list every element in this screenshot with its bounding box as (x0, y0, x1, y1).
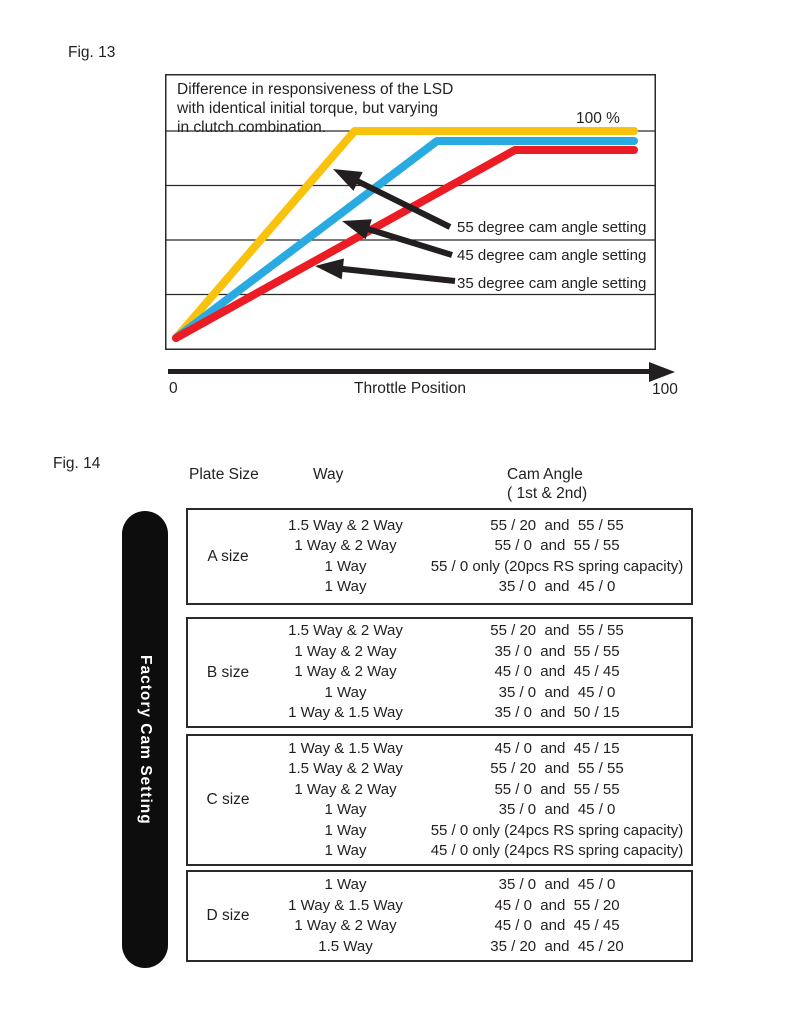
way-cell: 1.5 Way & 2 Way (288, 622, 403, 640)
settings-rows (268, 872, 691, 960)
header-cam-angle: Cam Angle (507, 466, 583, 483)
plate-size-label: D size (206, 907, 250, 924)
plate-size-label: C size (206, 791, 250, 808)
way-cell: 1 Way & 2 Way (294, 663, 397, 681)
cam-angle-cell: 35 / 0 and 45 / 0 (498, 683, 616, 701)
way-cell: 1.5 Way & 2 Way (288, 516, 403, 534)
cam-angle-cell: 45 / 0 and 45 / 45 (494, 917, 620, 934)
settings-rows (268, 736, 691, 864)
setting-row (268, 642, 691, 663)
plate-size-label: B size (206, 663, 250, 681)
chart-title (177, 80, 453, 137)
setting-row (268, 896, 691, 917)
cam-angle-cell: 55 / 20 and 55 / 55 (490, 622, 624, 640)
cam-angle-cell: 55 / 0 only (24pcs RS spring capacity) (430, 821, 684, 839)
axis-min-label: 0 (169, 380, 178, 397)
setting-row (268, 937, 691, 958)
setting-row (268, 739, 691, 760)
settings-rows (268, 619, 691, 726)
cam-angle-cell: 55 / 0 and 55 / 55 (494, 780, 620, 798)
setting-row (268, 683, 691, 704)
callout-arrow-shaft (361, 227, 452, 255)
cam-angle-cell: 35 / 20 and 45 / 20 (490, 937, 624, 955)
cam-angle-cell: 55 / 0 and 55 / 55 (494, 537, 620, 554)
way-cell: 1 Way (324, 683, 367, 701)
axis-title: Throttle Position (354, 380, 466, 397)
way-cell: 1 Way (324, 821, 367, 839)
way-cell: 1 Way & 2 Way (294, 780, 397, 798)
chart-title-line1: Difference in responsiveness of the LSD (177, 81, 454, 98)
cam-angle-cell: 35 / 0 and 50 / 15 (494, 704, 620, 722)
way-cell: 1 Way & 2 Way (294, 917, 397, 934)
axis-max-label: 100 (652, 381, 678, 398)
way-cell: 1 Way & 2 Way (294, 537, 397, 554)
plate-size-label: A size (207, 547, 249, 565)
way-cell: 1 Way & 1.5 Way (288, 739, 403, 757)
plate-size-section-b (186, 617, 693, 728)
way-cell: 1 Way (324, 801, 367, 818)
way-cell: 1 Way (324, 557, 367, 575)
setting-row (268, 841, 691, 862)
way-cell: 1 Way (324, 842, 367, 859)
fig13-caption: Fig. 13 (68, 44, 116, 61)
hundred-percent-label: 100 % (576, 110, 620, 127)
fig14-caption: Fig. 14 (53, 455, 101, 472)
settings-rows (268, 510, 691, 603)
plate-size-section-a (186, 508, 693, 605)
factory-cam-setting-pill (122, 511, 168, 968)
cam-setting-table (186, 508, 693, 962)
cam-angle-cell: 35 / 0 and 45 / 0 (498, 876, 616, 893)
setting-row (268, 557, 691, 578)
annotation-label-55deg: 55 degree cam angle setting (457, 219, 647, 236)
setting-row (268, 759, 691, 780)
setting-row (268, 780, 691, 801)
chart-title-line2: with identical initial torque, but varying (177, 100, 439, 117)
factory-cam-setting-label: Factory Cam Setting (137, 654, 154, 825)
setting-row (268, 536, 691, 557)
series-line-35deg (176, 150, 634, 338)
cam-angle-cell: 55 / 20 and 55 / 55 (490, 516, 624, 534)
setting-row (268, 821, 691, 842)
way-cell: 1.5 Way & 2 Way (288, 760, 403, 777)
annotation-label-35deg: 35 degree cam angle setting (457, 275, 647, 292)
cam-angle-cell: 45 / 0 only (24pcs RS spring capacity) (430, 842, 684, 859)
plate-size-section-c (186, 734, 693, 866)
setting-row (268, 916, 691, 937)
header-plate-size: Plate Size (189, 466, 259, 483)
setting-row (268, 875, 691, 896)
cam-angle-cell: 55 / 20 and 55 / 55 (490, 760, 624, 777)
way-cell: 1 Way (324, 876, 367, 893)
way-cell: 1 Way & 1.5 Way (288, 896, 403, 914)
annotation-label-45deg: 45 degree cam angle setting (457, 247, 647, 264)
setting-row (268, 800, 691, 821)
setting-row (268, 703, 691, 724)
cam-angle-cell: 45 / 0 and 45 / 15 (494, 739, 620, 757)
chart-title-line3: in clutch combination. (177, 119, 327, 136)
plate-size-section-d (186, 870, 693, 962)
cam-angle-cell: 35 / 0 and 45 / 0 (498, 801, 616, 818)
way-cell: 1 Way & 2 Way (294, 642, 397, 660)
cam-angle-cell: 55 / 0 only (20pcs RS spring capacity) (430, 557, 684, 575)
setting-row (268, 662, 691, 683)
setting-row (268, 516, 691, 537)
cam-angle-cell: 35 / 0 and 45 / 0 (498, 578, 616, 595)
callout-arrow-shaft (335, 268, 455, 281)
header-cam-angle-sub: ( 1st & 2nd) (507, 485, 588, 502)
header-way: Way (313, 466, 344, 483)
callout-arrowhead-icon (333, 169, 363, 191)
way-cell: 1 Way & 1.5 Way (288, 704, 403, 722)
cam-angle-cell: 45 / 0 and 55 / 20 (494, 896, 620, 914)
throttle-axis-arrowhead-icon (649, 362, 675, 382)
way-cell: 1.5 Way (318, 937, 373, 955)
setting-row (268, 621, 691, 642)
setting-row (268, 577, 691, 598)
cam-angle-cell: 35 / 0 and 55 / 55 (494, 642, 620, 660)
way-cell: 1 Way (324, 578, 367, 595)
throttle-axis-line (168, 369, 649, 374)
cam-angle-cell: 45 / 0 and 45 / 45 (494, 663, 620, 681)
